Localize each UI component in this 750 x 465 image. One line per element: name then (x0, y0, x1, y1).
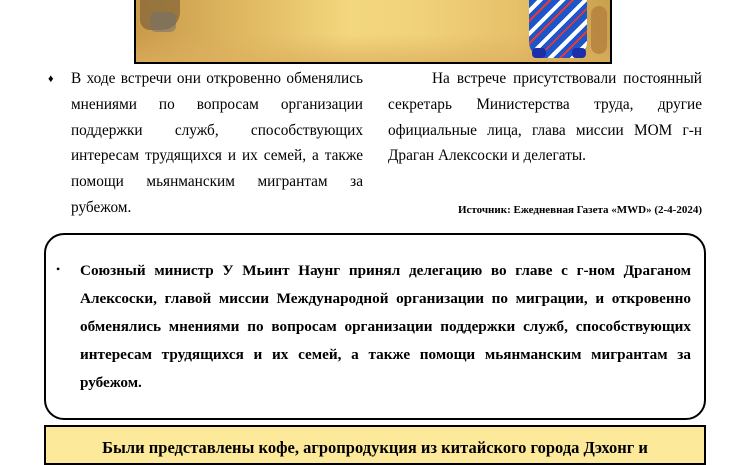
highlight-banner (44, 425, 706, 465)
banner-text: Были представлены кофе, агропродукция из китайского города Дэхонг и (102, 438, 648, 457)
article-left-column: В ходе встречи они откровенно обменялись мнениями по вопросам организации поддержки служб, способствующих интересам трудящихся и их семей, а также помощи мьянманским мигрантам за рубежом. (71, 70, 363, 216)
source-citation: Источник: Ежедневная Газета «MWD» (2-4-2024) (457, 204, 702, 216)
photo-shoe-right (572, 48, 586, 58)
photo-chair (150, 12, 176, 32)
meeting-photo (134, 0, 612, 64)
diamond-bullet-icon: ♦ (48, 73, 54, 85)
article-right-column: На встрече присутствовали постоянный секретарь Министерства труда, другие официальные лица, глава миссии МОМ г-н Драган Алексоски и делегаты. (388, 70, 702, 165)
photo-person-arm (591, 6, 607, 54)
summary-text: Союзный министр У Мьинт Наунг принял делегацию во главе с г-ном Драганом Алексоски, главой миссии Международной организации по миграции, и откровенно обменялись мнениями по вопросам организации поддержки служб, способствующих интересам трудящихся и их семей, а также помощи мьянманским мигрантам за рубежом. (80, 262, 691, 391)
round-bullet-icon: • (56, 262, 61, 276)
photo-shoe-left (532, 48, 546, 58)
